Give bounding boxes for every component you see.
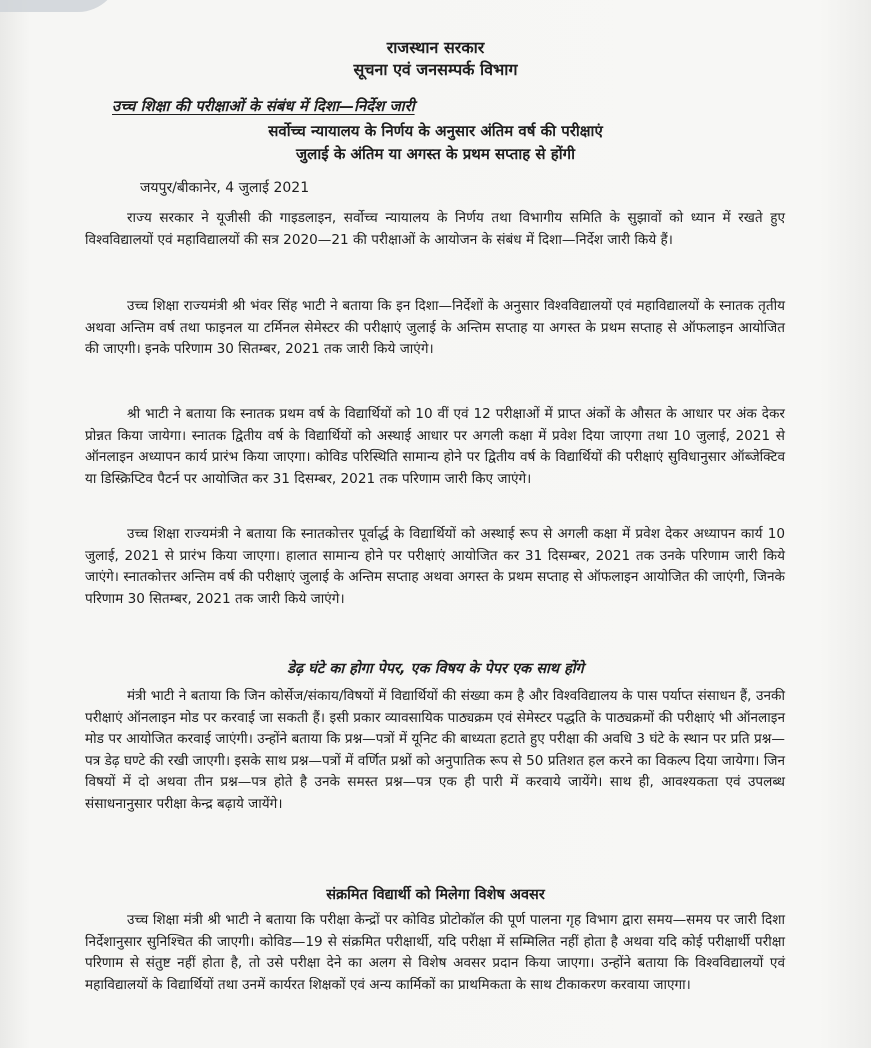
section-heading-special-opportunity: संक्रमित विद्यार्थी को मिलेगा विशेष अवसर <box>326 887 545 903</box>
paragraph-postgraduate: उच्च शिक्षा राज्यमंत्री ने बताया कि स्नातकोत्तर पूर्वार्द्ध के विद्यार्थियों को अस्थाई रूप से अगली कक्षा में प्रवेश देकर अध्यापन कार्य 10 जुलाई, 2021 से प्रारंभ किया जाएगा। हालात सामान्य होने पर परीक्षाएं आयोजित कर 31 दिसम्बर, 2021 तक उनके परिणाम जारी किये जाएंगे। स्नातकोत्तर अन्तिम वर्ष की परीक्षाएं जुलाई के अन्तिम सप्ताह अथवा अगस्त के प्रथम सप्ताह से ऑफलाइन आयोजित की जाएंगी, जिनके परिणाम 30 सितम्बर, 2021 तक जारी किये जाएंगे। <box>85 526 785 607</box>
paragraph-special-opportunity: उच्च शिक्षा मंत्री श्री भाटी ने बताया कि परीक्षा केन्द्रों पर कोविड प्रोटोकॉल की पूर्ण पालना गृह विभाग द्वारा समय—समय पर जारी दिशा निर्देशानुसार सुनिश्चित की जाएगी। कोविड—19 से संक्रमित परीक्षार्थी, यदि परीक्षा में सम्मिलित नहीं होता है अथवा यदि कोई परीक्षार्थी परीक्षा परिणाम से संतुष्ट नहीं होता है, तो उसे परीक्षा देने का अलग से विशेष अवसर प्रदान किया जाएगा। उन्होंने बताया कि विश्वविद्यालयों एवं महाविद्यालयों के विद्यार्थियों तथा उनमें कार्यरत शिक्षकों एवं अन्य कार्मिकों का प्राथमिकता के साथ टीकाकरण करवाया जाएगा। <box>85 912 785 993</box>
paragraph-final-year: उच्च शिक्षा राज्यमंत्री श्री भंवर सिंह भाटी ने बताया कि इन दिशा—निर्देशों के अनुसार विश्वविद्यालयों एवं महाविद्यालयों के स्नातक तृतीय अथवा अन्तिम वर्ष तथा फाइनल या टर्मिनल सेमेस्टर की परीक्षाएं जुलाई के अन्तिम सप्ताह या अगस्त के प्रथम सप्ताह से ऑफलाइन आयोजित की जाएगी। इनके परिणाम 30 सितम्बर, 2021 तक जारी किये जाएंगे। <box>85 298 785 358</box>
department-header: सूचना एवं जनसम्पर्क विभाग <box>353 60 518 79</box>
paragraph-intro: राज्य सरकार ने यूजीसी की गाइडलाइन, सर्वोच्च न्यायालय के निर्णय तथा विभागीय समिति के सुझावों को ध्यान में रखते हुए विश्वविद्यालयों एवं महाविद्यालयों की सत्र 2020—21 की परीक्षाओं के आयोजन के संबंध में दिशा—निर्देश जारी किये हैं। <box>85 210 785 248</box>
paragraph-exam-duration: मंत्री भाटी ने बताया कि जिन कोर्सेज/संकाय/विषयों में विद्यार्थियों की संख्या कम है और विश्वविद्यालय के पास पर्याप्त संसाधन हैं, उनकी परीक्षाएं ऑनलाइन मोड पर करवाई जा सकती हैं। इसी प्रकार व्यावसायिक पाठ्यक्रम एवं सेमेस्टर पद्धति के पाठ्यक्रमों की परीक्षाएं भी ऑनलाइन मोड पर आयोजित करवाई जाएंगी। उन्होंने बताया कि प्रश्न—पत्रों में यूनिट की बाध्यता हटाते हुए परीक्षा की अवधि 3 घंटे के स्थान पर प्रति प्रश्न—पत्र डेढ़ घण्टे की रखी जाएगी। इसके साथ प्रश्न—पत्रों में वर्णित प्रश्नों को अनुपातिक रूप से 50 प्रतिशत हल करने का विकल्प दिया जायेगा। जिन विषयों में दो अथवा तीन प्रश्न—पत्र होते है उनके समस्त प्रश्न—पत्र एक ही पारी में करवाये जायेंगे। साथ ही, आवश्यकता एवं उपलब्ध संसाधनानुसार परीक्षा केन्द्र बढ़ाये जायेंगे। <box>85 688 785 812</box>
section-heading-exam-duration: डेढ़ घंटे का होगा पेपर, एक विषय के पेपर एक साथ होंगे <box>287 661 584 677</box>
headline-line-1: सर्वोच्च न्यायालय के निर्णय के अनुसार अंतिम वर्ष की परीक्षाएं <box>268 122 603 140</box>
photo-corner-shadow <box>0 0 120 12</box>
subject-heading: उच्च शिक्षा की परीक्षाओं के संबंध में दिशा—निर्देश जारी <box>112 97 415 115</box>
paragraph-first-second-year: श्री भाटी ने बताया कि स्नातक प्रथम वर्ष के विद्यार्थियों को 10 वीं एवं 12 परीक्षाओं में प्राप्त अंकों के औसत के आधार पर अंक देकर प्रोन्नत किया जायेगा। स्नातक द्वितीय वर्ष के विद्यार्थियों को अस्थाई आधार पर अगली कक्षा में प्रवेश दिया जाएगा तथा 10 जुलाई, 2021 से ऑनलाइन अध्यापन कार्य प्रारंभ किया जाएगा। कोविड परिस्थिति सामान्य होने पर द्वितीय वर्ष के विद्यार्थियों की परीक्षाएं सुविधानुसार ऑब्जेक्टिव या डिस्क्रिप्टिव पैटर्न पर आयोजित कर 31 दिसम्बर, 2021 तक परिणाम जारी किए जाएंगे। <box>85 406 785 487</box>
headline-line-2: जुलाई के अंतिम या अगस्त के प्रथम सप्ताह से होंगी <box>296 145 575 163</box>
govt-header: राजस्थान सरकार <box>386 38 485 57</box>
dateline: जयपुर/बीकानेर, 4 जुलाई 2021 <box>140 180 310 196</box>
